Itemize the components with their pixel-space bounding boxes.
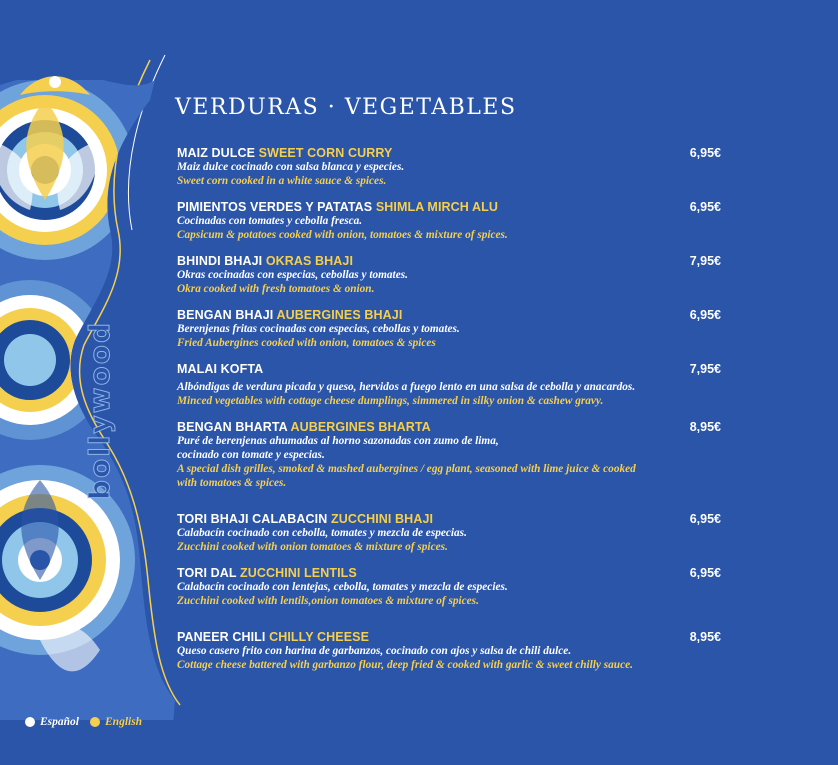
white-dot-icon <box>25 717 35 727</box>
section-title: VERDURAS · VEGETABLES <box>175 95 517 120</box>
menu-item <box>177 146 725 188</box>
menu-item <box>177 630 725 672</box>
menu-item <box>177 566 725 608</box>
item-price: 6,95€ <box>689 200 721 214</box>
item-price: 8,95€ <box>689 630 721 644</box>
item-price: 6,95€ <box>689 566 721 580</box>
description-en: Minced vegetables with cottage cheese dumplings, simmered in silky onion & cashew gravy. <box>177 395 604 407</box>
description-en: Capsicum & potatoes cooked with onion, tomatoes & mixture of spices. <box>177 229 508 241</box>
item-price: 6,95€ <box>689 146 721 160</box>
description-en: with tomatoes & spices. <box>177 477 287 489</box>
item-name: BHINDI BHAJI OKRAS BHAJI <box>177 254 354 268</box>
item-price: 6,95€ <box>689 308 721 322</box>
description-en: A special dish grilles, smoked & mashed aubergines / egg plant, seasoned with lime juice & cooked <box>177 463 636 475</box>
description-en: Sweet corn cooked in a white sauce & spices. <box>177 175 387 187</box>
item-name: TORI BHAJI CALABACIN ZUCCHINI BHAJI <box>177 512 434 526</box>
item-price: 6,95€ <box>689 512 721 526</box>
description-en: Cottage cheese battered with garbanzo flour, deep fried & cooked with garlic & sweet chilly sauce. <box>177 659 633 671</box>
item-name: BENGAN BHAJI AUBERGINES BHAJI <box>177 308 403 322</box>
description-es: Calabacín cocinado con cebolla, tomates y mezcla de especias. <box>177 527 467 539</box>
language-legend <box>25 716 142 728</box>
item-name: BENGAN BHARTA AUBERGINES BHARTA <box>177 420 431 434</box>
description-es: Maiz dulce cocinado con salsa blanca y especies. <box>177 161 405 173</box>
description-en: Zucchini cooked with lentils,onion tomatoes & mixture of spices. <box>177 595 479 607</box>
item-name: PIMIENTOS VERDES Y PATATAS SHIMLA MIRCH ALU <box>177 200 498 214</box>
menu-item <box>177 512 725 554</box>
legend-english: English <box>105 716 143 728</box>
brand-text: bollywood <box>83 320 117 500</box>
menu-list <box>177 146 725 684</box>
item-name: TORI DAL ZUCCHINI LENTILS <box>177 566 357 580</box>
description-es: cocinado con tomate y especias. <box>177 449 325 461</box>
item-name: MAIZ DULCE SWEET CORN CURRY <box>177 146 393 160</box>
item-price: 8,95€ <box>689 420 721 434</box>
description-es: Queso casero frito con harina de garbanzos, cocinado con ajos y salsa de chili dulce. <box>177 645 572 657</box>
description-en: Fried Aubergines cooked with onion, tomatoes & spices <box>177 337 436 349</box>
menu-item <box>177 362 725 408</box>
description-es: Puré de berenjenas ahumadas al horno sazonadas con zumo de lima, <box>177 435 499 447</box>
description-es: Berenjenas fritas cocinadas con especias, cebollas y tomates. <box>177 323 460 335</box>
menu-item <box>177 254 725 296</box>
brand-logo <box>60 320 140 500</box>
menu-item <box>177 308 725 350</box>
item-price: 7,95€ <box>689 362 721 376</box>
description-es: Albóndigas de verdura picada y queso, hervidos a fuego lento en una salsa de cebolla y anacardos. <box>177 381 636 393</box>
item-name: MALAI KOFTA <box>177 362 264 376</box>
description-es: Calabacín cocinado con lentejas, cebolla, tomates y mezcla de especies. <box>177 581 508 593</box>
description-en: Okra cooked with fresh tomatoes & onion. <box>177 283 375 295</box>
legend-spanish: Español <box>40 716 79 728</box>
item-price: 7,95€ <box>689 254 721 268</box>
description-es: Cocinadas con tomates y cebolla fresca. <box>177 215 363 227</box>
description-es: Okras cocinadas con especias, cebollas y tomates. <box>177 269 408 281</box>
menu-item <box>177 420 725 490</box>
yellow-dot-icon <box>90 717 100 727</box>
description-en: Zucchini cooked with onion tomatoes & mixture of spices. <box>177 541 448 553</box>
menu-item <box>177 200 725 242</box>
item-name: PANEER CHILI CHILLY CHEESE <box>177 630 370 644</box>
